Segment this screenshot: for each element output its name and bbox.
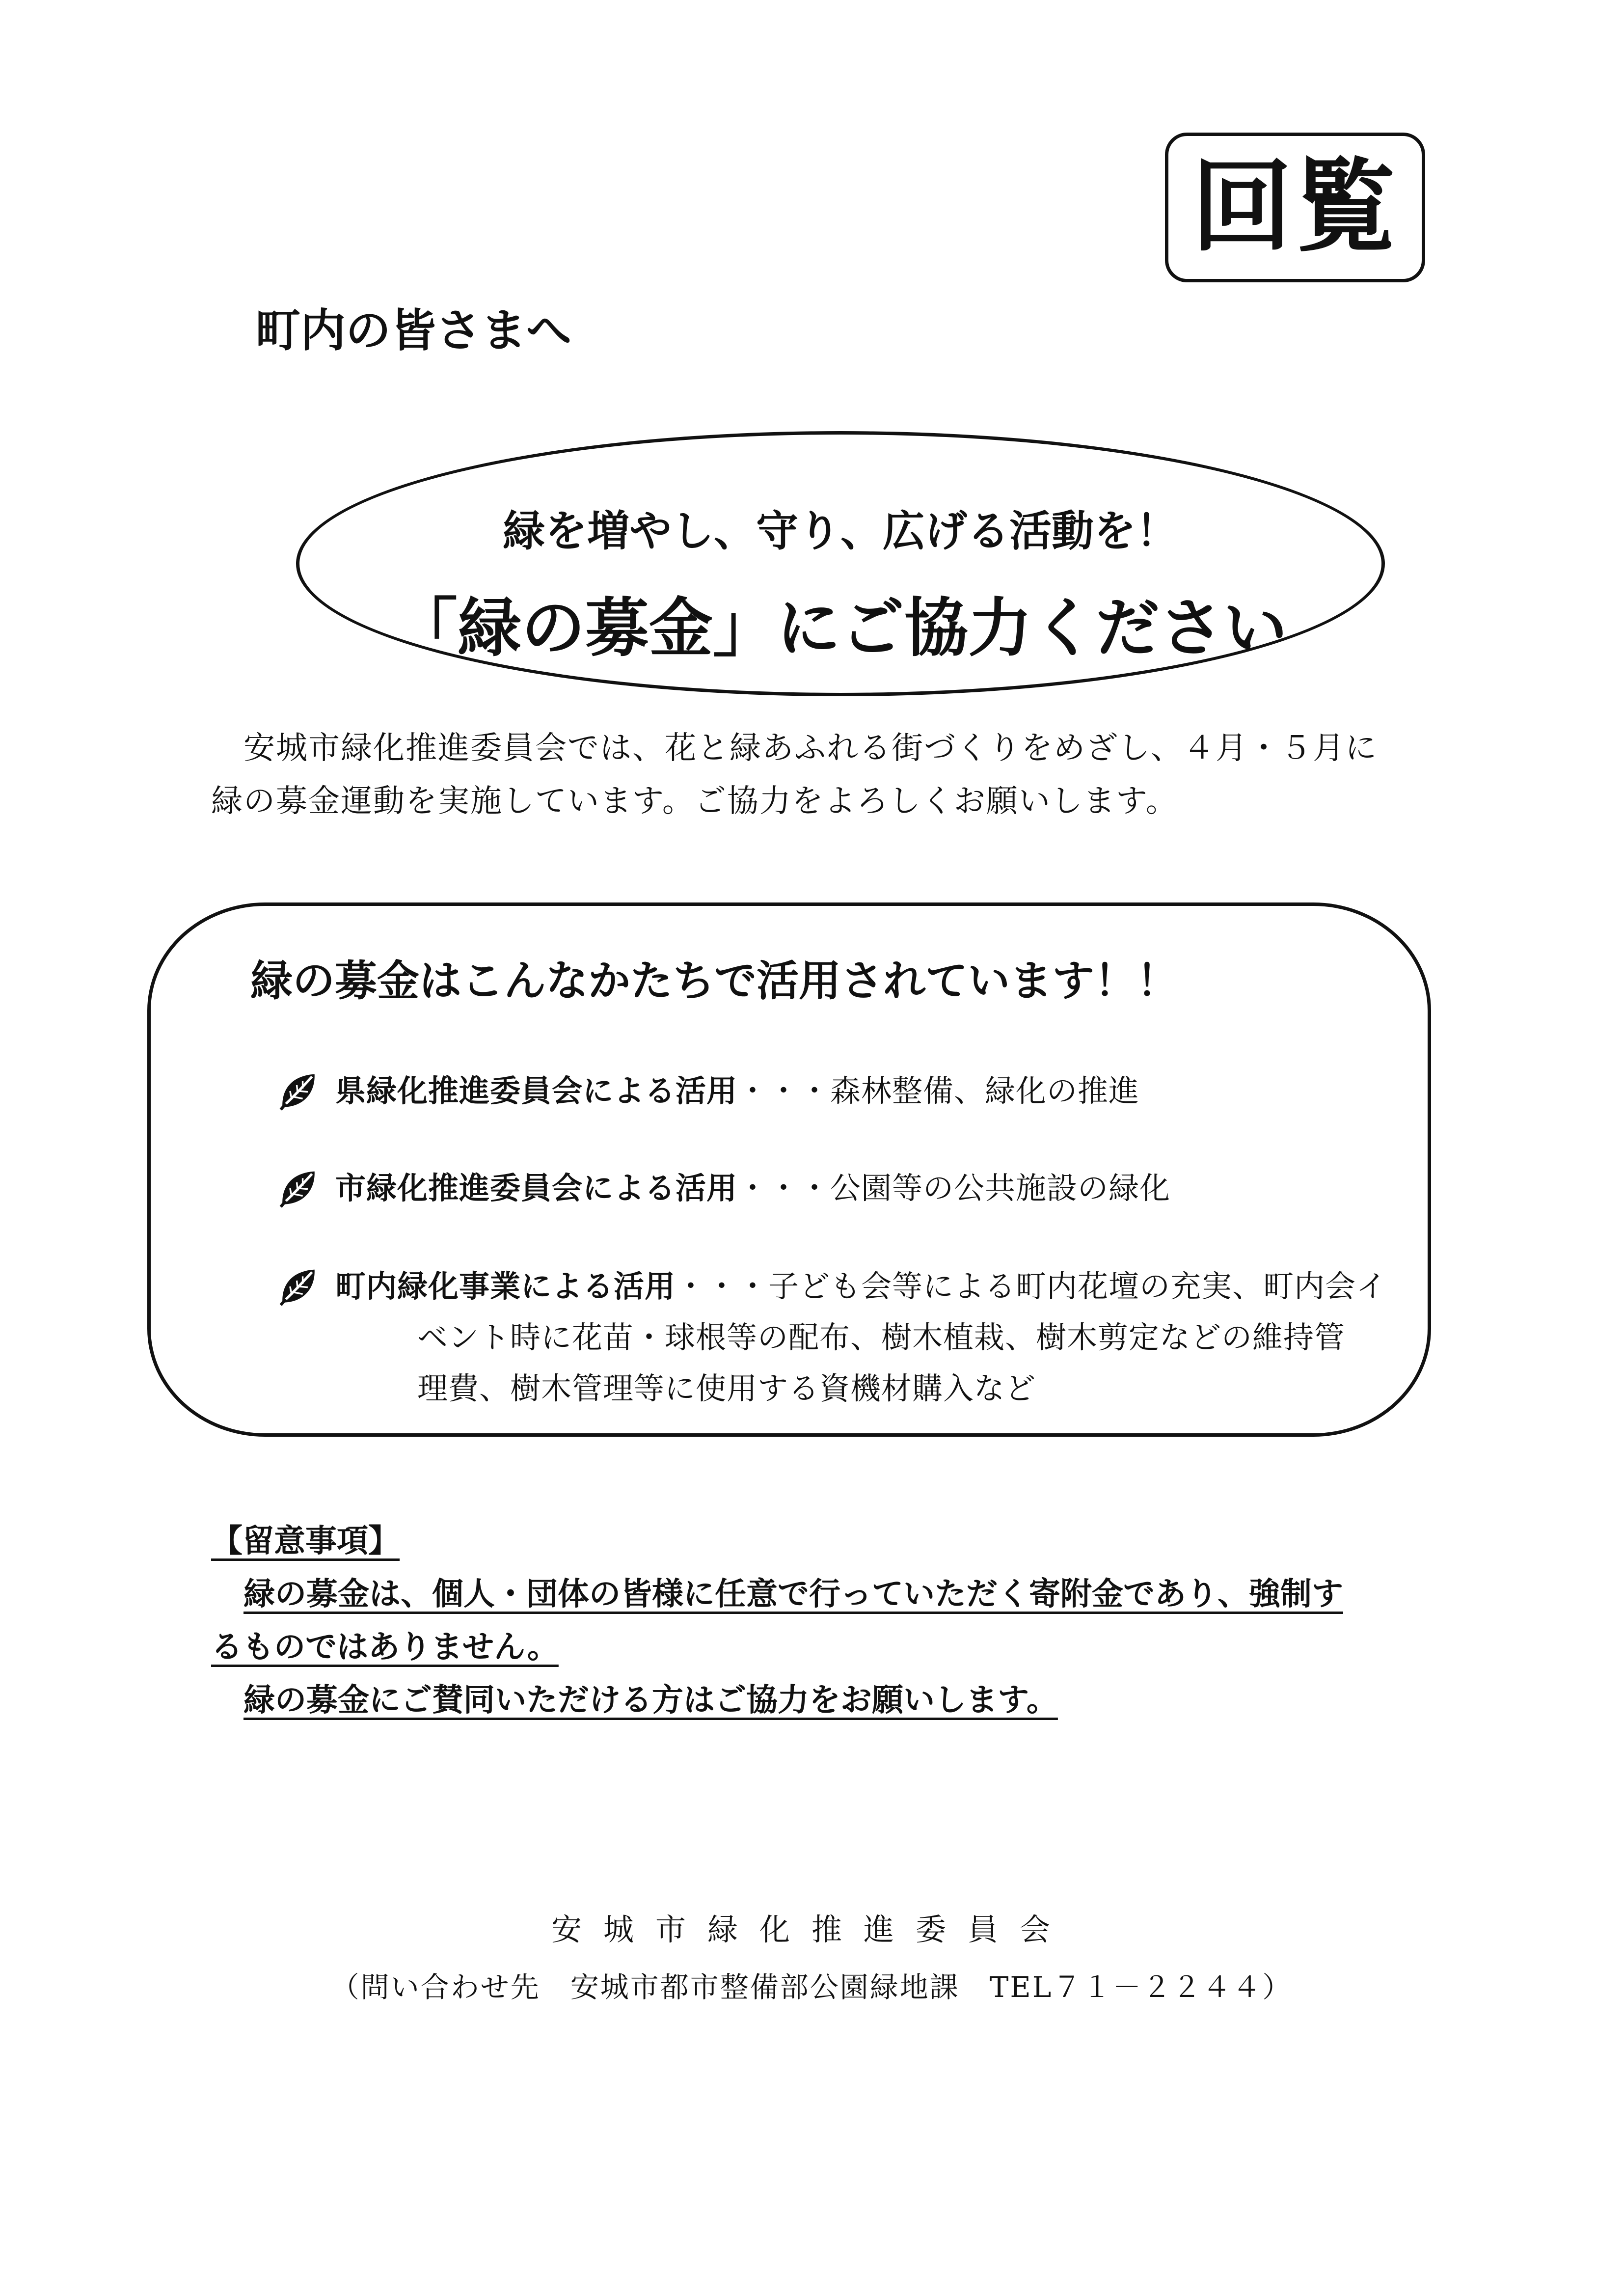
usage-item-town	[277, 1261, 1426, 1414]
greeting-heading: 町内の皆さまへ	[255, 304, 572, 357]
banner-title: 「緑の募金」にご協力ください	[393, 591, 1287, 665]
usage-item-desc: ・・・子ども会等による町内花壇の充実、町内会イ	[676, 1268, 1387, 1304]
banner-tagline: 緑を増やし、守り、広げる活動を！	[503, 507, 1178, 556]
footer-organization: 安城市緑化推進委員会	[551, 1912, 1072, 1947]
notes-line: 緑の募金にご賛同いただける方はご協力をお願いします。	[243, 1682, 1058, 1719]
circulation-stamp-box	[1165, 133, 1425, 282]
usage-item-desc-continued: ベント時に花苗・球根等の配布、樹木植栽、樹木剪定などの維持管	[417, 1319, 1346, 1355]
intro-paragraph	[211, 722, 1419, 828]
usage-item-label: 市緑化推進委員会による活用	[335, 1170, 738, 1206]
usage-item-desc-continued: 理費、樹木管理等に使用する資機材購入など	[417, 1370, 1036, 1406]
usage-item-desc: ・・・公園等の公共施設の緑化	[737, 1170, 1171, 1206]
usage-item-label: 県緑化推進委員会による活用	[335, 1073, 738, 1109]
usage-item-city	[277, 1163, 1426, 1214]
notes-heading: 【留意事項】	[211, 1523, 400, 1559]
circulation-label: 回覧	[1191, 149, 1399, 266]
intro-line: 安城市緑化推進委員会では、花と緑あふれる街づくりをめざし、４月・５月に	[243, 730, 1378, 766]
usage-item-prefecture	[277, 1066, 1426, 1117]
usage-item-desc: ・・・森林整備、緑化の推進	[737, 1073, 1140, 1109]
notes-section	[211, 1515, 1343, 1727]
notes-line: 緑の募金は、個人・団体の皆様に任意で行っていただく寄附金であり、強制す	[243, 1576, 1343, 1613]
usage-title: 緑の募金はこんなかたちで活用されています！！	[250, 957, 1179, 1006]
usage-item-label: 町内緑化事業による活用	[335, 1268, 676, 1304]
leaf-icon	[277, 1265, 320, 1308]
footer-contact: （問い合わせ先 安城市都市整備部公園緑地課 TEL７１－２２４４）	[330, 1970, 1293, 2004]
leaf-icon	[277, 1167, 320, 1209]
intro-line: 緑の募金運動を実施しています。ご協力をよろしくお願いします。	[211, 783, 1178, 820]
leaf-icon	[277, 1070, 320, 1112]
notes-line: るものではありません。	[211, 1629, 559, 1666]
